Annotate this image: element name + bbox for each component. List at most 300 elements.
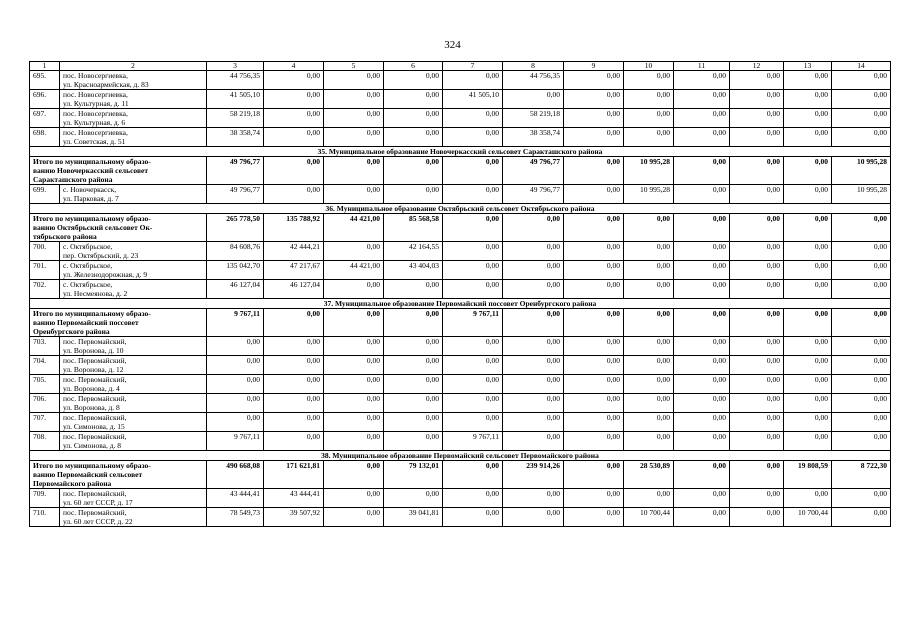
total-row — [30, 157, 891, 185]
value-cell: 0,00 — [674, 214, 730, 242]
value-cell: 0,00 — [443, 280, 503, 299]
row-number: 700. — [30, 242, 60, 261]
value-cell: 0,00 — [674, 71, 730, 90]
table-row — [30, 432, 891, 451]
value-cell: 0,00 — [324, 90, 384, 109]
address-cell: пос. Первомайский, ул. Симонова, д. 15 — [60, 413, 207, 432]
row-number: 701. — [30, 261, 60, 280]
row-number: 709. — [30, 489, 60, 508]
value-cell: 0,00 — [443, 489, 503, 508]
row-number: 696. — [30, 90, 60, 109]
value-cell: 10 995,28 — [624, 185, 674, 204]
table-row — [30, 71, 891, 90]
value-cell: 171 621,81 — [264, 461, 324, 489]
row-number: 710. — [30, 508, 60, 527]
total-row — [30, 309, 891, 337]
row-number: 705. — [30, 375, 60, 394]
value-cell: 0,00 — [624, 375, 674, 394]
value-cell: 0,00 — [674, 261, 730, 280]
value-cell: 0,00 — [384, 413, 443, 432]
value-cell: 0,00 — [503, 394, 564, 413]
table-row — [30, 413, 891, 432]
column-header: 4 — [264, 62, 324, 71]
value-cell: 41 505,10 — [443, 90, 503, 109]
value-cell: 0,00 — [564, 157, 624, 185]
value-cell: 0,00 — [624, 394, 674, 413]
row-number: 704. — [30, 356, 60, 375]
table-row — [30, 128, 891, 147]
value-cell: 0,00 — [207, 394, 264, 413]
address-cell: с. Октябрьское, ул. Несмеянова, д. 2 — [60, 280, 207, 299]
value-cell: 0,00 — [384, 309, 443, 337]
value-cell: 0,00 — [624, 489, 674, 508]
value-cell: 0,00 — [832, 309, 891, 337]
total-row — [30, 461, 891, 489]
value-cell: 0,00 — [443, 261, 503, 280]
value-cell: 0,00 — [324, 280, 384, 299]
value-cell: 9 767,11 — [443, 432, 503, 451]
value-cell: 10 700,44 — [784, 508, 832, 527]
value-cell: 78 549,73 — [207, 508, 264, 527]
value-cell: 0,00 — [730, 432, 784, 451]
value-cell: 0,00 — [832, 508, 891, 527]
value-cell: 0,00 — [443, 337, 503, 356]
value-cell: 0,00 — [564, 461, 624, 489]
value-cell: 38 358,74 — [207, 128, 264, 147]
value-cell: 0,00 — [784, 280, 832, 299]
value-cell: 0,00 — [324, 508, 384, 527]
address-cell: пос. Первомайский, ул. 60 лет СССР, д. 17 — [60, 489, 207, 508]
value-cell: 0,00 — [730, 109, 784, 128]
value-cell: 0,00 — [784, 394, 832, 413]
value-cell: 0,00 — [564, 432, 624, 451]
value-cell: 0,00 — [784, 413, 832, 432]
value-cell: 0,00 — [264, 375, 324, 394]
value-cell: 0,00 — [624, 356, 674, 375]
value-cell: 0,00 — [503, 90, 564, 109]
section-title: 38. Муниципальное образование Первомайский сельсовет Первомайского района — [30, 451, 891, 461]
value-cell: 0,00 — [264, 356, 324, 375]
value-cell: 0,00 — [832, 432, 891, 451]
address-cell: пос. Новосергиевка, ул. Советская, д. 51 — [60, 128, 207, 147]
value-cell: 42 164,55 — [384, 242, 443, 261]
value-cell: 0,00 — [784, 90, 832, 109]
value-cell: 0,00 — [624, 432, 674, 451]
value-cell: 0,00 — [730, 90, 784, 109]
value-cell: 0,00 — [832, 280, 891, 299]
row-number: 707. — [30, 413, 60, 432]
value-cell: 0,00 — [324, 394, 384, 413]
column-header: 6 — [384, 62, 443, 71]
value-cell: 46 127,04 — [207, 280, 264, 299]
value-cell: 85 568,58 — [384, 214, 443, 242]
value-cell: 0,00 — [674, 461, 730, 489]
value-cell: 0,00 — [564, 375, 624, 394]
value-cell: 490 668,08 — [207, 461, 264, 489]
value-cell: 0,00 — [384, 394, 443, 413]
value-cell: 0,00 — [730, 337, 784, 356]
value-cell: 0,00 — [324, 185, 384, 204]
value-cell: 0,00 — [384, 337, 443, 356]
section-title: 37. Муниципальное образование Первомайский поссовет Оренбургского района — [30, 299, 891, 309]
value-cell: 10 995,28 — [624, 157, 674, 185]
value-cell: 0,00 — [443, 185, 503, 204]
value-cell: 0,00 — [503, 242, 564, 261]
value-cell: 0,00 — [324, 157, 384, 185]
value-cell: 0,00 — [730, 413, 784, 432]
value-cell: 0,00 — [674, 90, 730, 109]
value-cell: 0,00 — [674, 356, 730, 375]
value-cell: 0,00 — [784, 109, 832, 128]
value-cell: 0,00 — [564, 356, 624, 375]
value-cell: 0,00 — [207, 356, 264, 375]
value-cell: 10 995,28 — [832, 185, 891, 204]
address-cell: с. Октябрьское, пер. Октябрьский, д. 23 — [60, 242, 207, 261]
value-cell: 0,00 — [564, 90, 624, 109]
value-cell: 0,00 — [730, 394, 784, 413]
value-cell: 0,00 — [503, 261, 564, 280]
value-cell: 79 132,01 — [384, 461, 443, 489]
value-cell: 0,00 — [264, 432, 324, 451]
value-cell: 49 796,77 — [503, 185, 564, 204]
value-cell: 0,00 — [384, 280, 443, 299]
value-cell: 28 530,89 — [624, 461, 674, 489]
row-number: 706. — [30, 394, 60, 413]
value-cell: 0,00 — [624, 214, 674, 242]
address-cell: пос. Первомайский, ул. Симонова, д. 8 — [60, 432, 207, 451]
value-cell: 0,00 — [207, 375, 264, 394]
column-header: 9 — [564, 62, 624, 71]
value-cell: 0,00 — [503, 432, 564, 451]
value-cell: 0,00 — [443, 214, 503, 242]
value-cell: 0,00 — [784, 432, 832, 451]
value-cell: 0,00 — [564, 261, 624, 280]
value-cell: 39 041,81 — [384, 508, 443, 527]
column-header: 10 — [624, 62, 674, 71]
value-cell: 0,00 — [264, 185, 324, 204]
value-cell: 0,00 — [832, 489, 891, 508]
row-number: 695. — [30, 71, 60, 90]
table-row — [30, 508, 891, 527]
value-cell: 0,00 — [264, 90, 324, 109]
value-cell: 0,00 — [384, 157, 443, 185]
value-cell: 0,00 — [324, 71, 384, 90]
row-number: 702. — [30, 280, 60, 299]
value-cell: 0,00 — [443, 128, 503, 147]
column-header: 5 — [324, 62, 384, 71]
value-cell: 0,00 — [674, 185, 730, 204]
section-header-row — [30, 204, 891, 214]
value-cell: 0,00 — [674, 432, 730, 451]
section-title: 36. Муниципальное образование Октябрьский сельсовет Октябрьского района — [30, 204, 891, 214]
value-cell: 0,00 — [564, 128, 624, 147]
address-cell: пос. Новосергиевка, ул. Красноармейская, д. 83 — [60, 71, 207, 90]
value-cell: 0,00 — [503, 337, 564, 356]
column-header: 14 — [832, 62, 891, 71]
value-cell: 0,00 — [624, 71, 674, 90]
value-cell: 0,00 — [384, 185, 443, 204]
value-cell: 0,00 — [324, 413, 384, 432]
table-row — [30, 356, 891, 375]
value-cell: 0,00 — [784, 261, 832, 280]
address-cell: пос. Новосергиевка, ул. Культурная, д. 11 — [60, 90, 207, 109]
section-header-row — [30, 299, 891, 309]
value-cell: 0,00 — [784, 375, 832, 394]
value-cell: 0,00 — [730, 157, 784, 185]
value-cell: 0,00 — [324, 375, 384, 394]
value-cell: 0,00 — [503, 280, 564, 299]
total-label: Итого по муниципальному образо- ванию Октябрьский сельсовет Ок- тябрьского района — [30, 214, 207, 242]
column-header: 7 — [443, 62, 503, 71]
value-cell: 0,00 — [324, 109, 384, 128]
column-header: 1 — [30, 62, 60, 71]
value-cell: 0,00 — [832, 214, 891, 242]
value-cell: 0,00 — [564, 337, 624, 356]
column-header: 2 — [60, 62, 207, 71]
value-cell: 0,00 — [624, 337, 674, 356]
value-cell: 46 127,04 — [264, 280, 324, 299]
value-cell: 0,00 — [384, 71, 443, 90]
value-cell: 0,00 — [503, 489, 564, 508]
value-cell: 0,00 — [674, 280, 730, 299]
value-cell: 0,00 — [564, 214, 624, 242]
value-cell: 0,00 — [443, 109, 503, 128]
value-cell: 0,00 — [784, 214, 832, 242]
value-cell: 0,00 — [730, 309, 784, 337]
value-cell: 135 042,70 — [207, 261, 264, 280]
value-cell: 9 767,11 — [207, 309, 264, 337]
address-cell: пос. Первомайский, ул. 60 лет СССР, д. 22 — [60, 508, 207, 527]
value-cell: 0,00 — [503, 309, 564, 337]
value-cell: 135 788,92 — [264, 214, 324, 242]
value-cell: 0,00 — [324, 128, 384, 147]
value-cell: 58 219,18 — [207, 109, 264, 128]
value-cell: 43 404,03 — [384, 261, 443, 280]
row-number: 697. — [30, 109, 60, 128]
value-cell: 0,00 — [443, 157, 503, 185]
value-cell: 0,00 — [503, 214, 564, 242]
value-cell: 0,00 — [674, 489, 730, 508]
value-cell: 0,00 — [443, 375, 503, 394]
value-cell: 0,00 — [384, 109, 443, 128]
value-cell: 0,00 — [730, 128, 784, 147]
value-cell: 0,00 — [384, 128, 443, 147]
value-cell: 0,00 — [832, 394, 891, 413]
address-cell: пос. Первомайский, ул. Воронова, д. 12 — [60, 356, 207, 375]
value-cell: 49 796,77 — [503, 157, 564, 185]
value-cell: 10 700,44 — [624, 508, 674, 527]
value-cell: 43 444,41 — [207, 489, 264, 508]
value-cell: 0,00 — [832, 90, 891, 109]
value-cell: 0,00 — [730, 489, 784, 508]
value-cell: 44 756,35 — [207, 71, 264, 90]
value-cell: 0,00 — [674, 394, 730, 413]
address-cell: пос. Первомайский, ул. Воронова, д. 4 — [60, 375, 207, 394]
value-cell: 47 217,67 — [264, 261, 324, 280]
value-cell: 44 421,00 — [324, 261, 384, 280]
value-cell: 0,00 — [784, 356, 832, 375]
column-number-header-row — [30, 62, 891, 71]
value-cell: 0,00 — [443, 356, 503, 375]
value-cell: 0,00 — [324, 309, 384, 337]
value-cell: 0,00 — [564, 508, 624, 527]
value-cell: 0,00 — [730, 185, 784, 204]
value-cell: 0,00 — [503, 508, 564, 527]
value-cell: 84 608,76 — [207, 242, 264, 261]
table-row — [30, 489, 891, 508]
value-cell: 0,00 — [674, 508, 730, 527]
value-cell: 0,00 — [384, 356, 443, 375]
value-cell: 0,00 — [503, 413, 564, 432]
value-cell: 0,00 — [264, 128, 324, 147]
value-cell: 0,00 — [207, 413, 264, 432]
value-cell: 0,00 — [832, 128, 891, 147]
column-header: 13 — [784, 62, 832, 71]
value-cell: 0,00 — [264, 157, 324, 185]
value-cell: 0,00 — [784, 242, 832, 261]
section-title: 35. Муниципальное образование Новочеркасский сельсовет Саракташского района — [30, 147, 891, 157]
value-cell: 0,00 — [384, 90, 443, 109]
value-cell: 9 767,11 — [443, 309, 503, 337]
value-cell: 49 796,77 — [207, 157, 264, 185]
value-cell: 0,00 — [207, 337, 264, 356]
value-cell: 0,00 — [443, 71, 503, 90]
value-cell: 0,00 — [674, 413, 730, 432]
value-cell: 0,00 — [503, 375, 564, 394]
value-cell: 0,00 — [784, 309, 832, 337]
table-row — [30, 375, 891, 394]
value-cell: 0,00 — [264, 394, 324, 413]
value-cell: 0,00 — [730, 375, 784, 394]
table-row — [30, 394, 891, 413]
address-cell: с. Октябрьское, ул. Железнодорожная, д. 9 — [60, 261, 207, 280]
value-cell: 0,00 — [564, 413, 624, 432]
value-cell: 0,00 — [674, 242, 730, 261]
value-cell: 239 914,26 — [503, 461, 564, 489]
total-label: Итого по муниципальному образо- ванию Новочеркасский сельсовет Саракташского района — [30, 157, 207, 185]
value-cell: 0,00 — [730, 242, 784, 261]
value-cell: 0,00 — [264, 337, 324, 356]
value-cell: 38 358,74 — [503, 128, 564, 147]
data-table — [29, 61, 891, 527]
value-cell: 0,00 — [674, 128, 730, 147]
value-cell: 0,00 — [784, 128, 832, 147]
value-cell: 44 421,00 — [324, 214, 384, 242]
page-number: 324 — [444, 39, 461, 51]
value-cell: 0,00 — [624, 109, 674, 128]
address-cell: пос. Первомайский, ул. Воронова, д. 8 — [60, 394, 207, 413]
value-cell: 0,00 — [784, 489, 832, 508]
value-cell: 0,00 — [832, 413, 891, 432]
value-cell: 0,00 — [730, 261, 784, 280]
table-row — [30, 280, 891, 299]
value-cell: 10 995,28 — [832, 157, 891, 185]
value-cell: 8 722,30 — [832, 461, 891, 489]
value-cell: 0,00 — [674, 109, 730, 128]
section-header-row — [30, 147, 891, 157]
value-cell: 0,00 — [564, 109, 624, 128]
section-header-row — [30, 451, 891, 461]
column-header: 3 — [207, 62, 264, 71]
value-cell: 0,00 — [324, 432, 384, 451]
value-cell: 0,00 — [564, 394, 624, 413]
value-cell: 0,00 — [624, 128, 674, 147]
value-cell: 0,00 — [264, 71, 324, 90]
value-cell: 0,00 — [324, 489, 384, 508]
table-row — [30, 242, 891, 261]
total-label: Итого по муниципальному образо- ванию Первомайский поссовет Оренбургского района — [30, 309, 207, 337]
value-cell: 0,00 — [384, 432, 443, 451]
value-cell: 0,00 — [674, 337, 730, 356]
value-cell: 0,00 — [730, 280, 784, 299]
value-cell: 0,00 — [443, 394, 503, 413]
value-cell: 43 444,41 — [264, 489, 324, 508]
value-cell: 0,00 — [730, 356, 784, 375]
value-cell: 0,00 — [564, 71, 624, 90]
value-cell: 9 767,11 — [207, 432, 264, 451]
table-row — [30, 337, 891, 356]
value-cell: 0,00 — [324, 337, 384, 356]
table-row — [30, 90, 891, 109]
column-header: 12 — [730, 62, 784, 71]
value-cell: 0,00 — [784, 185, 832, 204]
value-cell: 0,00 — [832, 356, 891, 375]
value-cell: 49 796,77 — [207, 185, 264, 204]
value-cell: 0,00 — [784, 337, 832, 356]
value-cell: 0,00 — [832, 337, 891, 356]
value-cell: 44 756,35 — [503, 71, 564, 90]
value-cell: 0,00 — [324, 461, 384, 489]
value-cell: 0,00 — [384, 375, 443, 394]
row-number: 698. — [30, 128, 60, 147]
value-cell: 0,00 — [624, 309, 674, 337]
value-cell: 0,00 — [674, 375, 730, 394]
value-cell: 0,00 — [730, 508, 784, 527]
value-cell: 0,00 — [624, 242, 674, 261]
value-cell: 0,00 — [443, 242, 503, 261]
value-cell: 0,00 — [784, 157, 832, 185]
row-number: 699. — [30, 185, 60, 204]
value-cell: 0,00 — [264, 309, 324, 337]
value-cell: 42 444,21 — [264, 242, 324, 261]
value-cell: 0,00 — [443, 508, 503, 527]
value-cell: 0,00 — [624, 413, 674, 432]
address-cell: с. Новочеркасск, ул. Парковая, д. 7 — [60, 185, 207, 204]
value-cell: 0,00 — [624, 280, 674, 299]
value-cell: 0,00 — [564, 185, 624, 204]
column-header: 11 — [674, 62, 730, 71]
value-cell: 58 219,18 — [503, 109, 564, 128]
value-cell: 0,00 — [624, 90, 674, 109]
value-cell: 0,00 — [832, 242, 891, 261]
value-cell: 0,00 — [564, 309, 624, 337]
address-cell: пос. Первомайский, ул. Воронова, д. 10 — [60, 337, 207, 356]
value-cell: 0,00 — [324, 242, 384, 261]
value-cell: 0,00 — [443, 461, 503, 489]
value-cell: 0,00 — [384, 489, 443, 508]
column-header: 8 — [503, 62, 564, 71]
value-cell: 0,00 — [264, 109, 324, 128]
value-cell: 0,00 — [730, 214, 784, 242]
table-row — [30, 185, 891, 204]
table-row — [30, 109, 891, 128]
value-cell: 0,00 — [730, 461, 784, 489]
row-number: 703. — [30, 337, 60, 356]
value-cell: 0,00 — [624, 261, 674, 280]
value-cell: 0,00 — [564, 242, 624, 261]
value-cell: 39 507,92 — [264, 508, 324, 527]
value-cell: 0,00 — [503, 356, 564, 375]
